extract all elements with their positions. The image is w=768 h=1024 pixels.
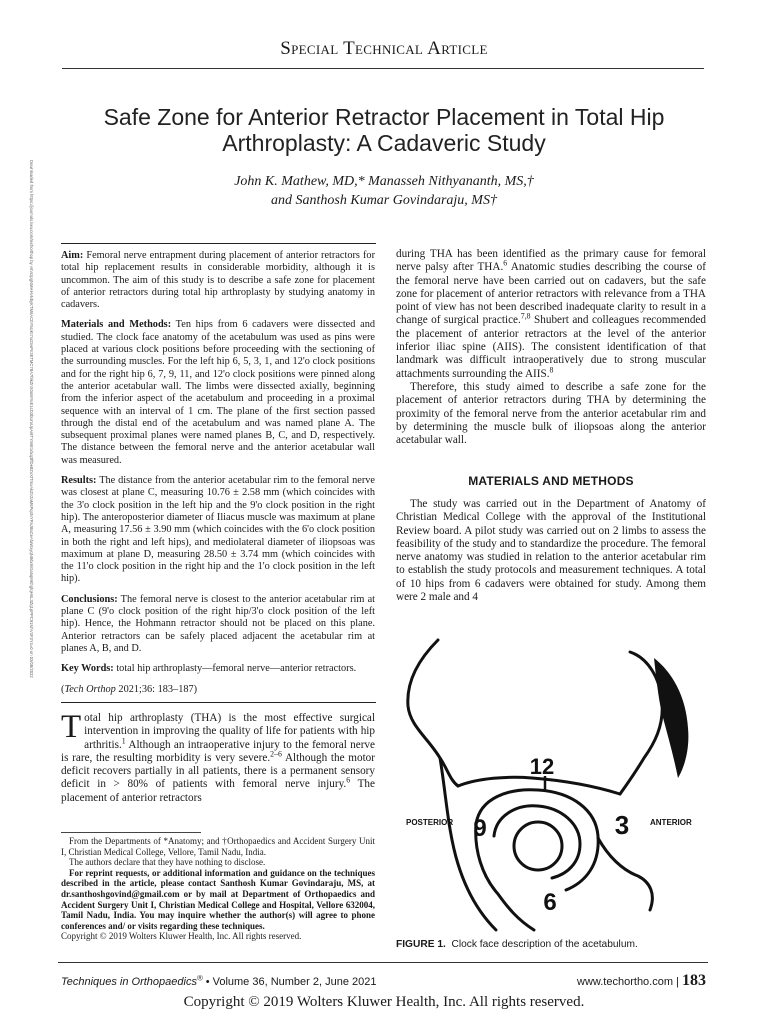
aim-text: Femoral nerve entrapment during placement of anterior retractors for total hip replacement results in considerable morbidity, although it is uncommon. The aim of this study is to describe a safe zone for placement of anterior retractors during total hip arthroplasty by studying anatomy in cadavers. — [61, 250, 375, 311]
ref-superscript: 6 — [503, 258, 508, 268]
footer-rule — [58, 962, 708, 963]
keywords-text: total hip arthroplasty—femoral nerve—anterior retractors. — [116, 663, 357, 675]
intro-text-c: Although the motor deficit recovers partially in all patients, there is a permanent sensory deficit in > 80% of patients with femoral nerve injury. — [61, 751, 375, 791]
page-footer-right — [0, 972, 706, 990]
results-label: Results: — [61, 475, 97, 487]
conclusions-text: The femoral nerve is closest to the anterior acetabular rim at plane C (9'o clock position of the right hip/3'o clock position of the left hip). Hence, the Hohmann retractor should not be placed on this plane. Anterior retractors can be safely placed adjacent the acetabular rim at planes A, B, and D. — [61, 593, 375, 654]
aim-label: Aim: — [61, 250, 84, 261]
footnote-reprint: For reprint requests, or additional information and guidance on the techniques described in the article, please contact Santhosh Kumar Govindaraju, MS, at dr.santhoshgovind@gmail.com or by mail at Department of Orthopaedics and Accident Surgery Unit I, Christian Medical College and Hospital, Vellore 632004, Tamil Nadu, India. You may inquire whether the author(s) will agree to phone conferences and/ or visits regarding these techniques. — [61, 867, 375, 931]
right-paragraph-2: Therefore, this study aimed to describe a safe zone for the placement of anterior retractors during THA by determining the proximity of the femoral nerve from the anterior acetabular rim and by determining the muscle bulk of iliopsoas along the anterior acetabular wall. — [396, 380, 706, 447]
header-rule — [62, 68, 704, 69]
bottom-copyright: Copyright © 2019 Wolters Kluwer Health, Inc. All rights reserved. — [183, 994, 585, 1010]
clock-label-6: 6 — [543, 889, 557, 916]
right-p1-text-a: during THA has been identified as the primary cause for femoral nerve palsy after THA. — [396, 248, 706, 274]
footnote-rule — [61, 832, 201, 833]
ref-superscript: 7,8 — [520, 311, 531, 321]
right-p1-text-b: Anatomic studies describing the course of the femoral nerve have been carried out on cadavers, but the safe zone for placement of anterior retractors with relevance from a THA point of view has not been described inadequate clarity to result in a change of surgical practice. — [396, 261, 706, 327]
journal-name: Techniques in Orthopaedics — [61, 976, 197, 988]
title-line-2: Arthroplasty: A Cadaveric Study — [222, 130, 546, 156]
intro-continued — [396, 248, 706, 447]
figure-1 — [398, 618, 706, 934]
methods-text: Ten hips from 6 cadavers were dissected and studied. The clock face anatomy of the acetabulum was used as pins were placed at various clock positions before proceeding with the sectioning of the surrounding muscles. For the left hip 6, 5, 3, 1, and 12'o clock positions and for the right hip 6, 7, 9, 11, and 12'o clock positions were pinned along the anterior acetabular wall. The limbs were dissected axially, beginning from the inferior aspect of the acetabulum and proceeding in a proximal sequence with an interval of 1 cm. The plane of the first section passed through the distal end of the acetabulum and was named plane A. The subsequent proximal planes were named planes B, C, and D, respectively. The distance between the femoral nerve and the anterior acetabular wall was measured. — [61, 319, 375, 466]
shaded-ilium-region — [654, 658, 688, 778]
lunate-surface — [494, 806, 580, 878]
footer-separator: | — [673, 976, 682, 988]
footnote-copyright: Copyright © 2019 Wolters Kluwer Health, Inc. All rights reserved. — [61, 931, 302, 942]
keywords-label: Key Words: — [61, 663, 114, 675]
citation-journal: Tech Orthop — [64, 683, 116, 695]
left-ilium-outline — [408, 640, 458, 786]
posterior-label: POSTERIOR — [406, 818, 454, 827]
materials-methods-text — [396, 498, 706, 604]
clock-label-3: 3 — [614, 810, 630, 840]
anterior-label: ANTERIOR — [650, 818, 692, 827]
acetabulum-clock-diagram — [398, 618, 706, 934]
right-paragraph-3: The study was carried out in the Department of Anatomy of Christian Medical College with the approval of the Institutional Review board. A pilot study was carried out on 2 limbs to assess the feasibility of the study and to standardize the procedure. The femoral nerve anatomy was studied in relation to the anterior acetabular rim to establish the study protocols and measurement techniques. A total of 10 hips from 6 cadavers were obtained for study. Among them were 2 male and 4 — [396, 498, 706, 604]
figure-caption-text: Clock face description of the acetabulum. — [451, 939, 638, 950]
ref-superscript: 2–6 — [270, 749, 282, 759]
page-number: 183 — [682, 972, 706, 989]
acetabular-fossa — [514, 822, 562, 870]
intro-text-d: The placement of anterior retractors — [61, 778, 375, 804]
materials-methods-heading: MATERIALS AND METHODS — [468, 474, 634, 488]
article-title — [60, 104, 708, 156]
figure-caption-label: FIGURE 1. — [396, 939, 446, 950]
authors-line-1: John K. Mathew, MD,* Manasseh Nithyananth, MS,† — [234, 174, 534, 189]
methods-label: Materials and Methods: — [61, 319, 172, 331]
abstract-top-rule — [61, 243, 376, 244]
clock-label-9: 9 — [473, 815, 487, 842]
title-line-1: Safe Zone for Anterior Retractor Placement in Total Hip — [103, 104, 665, 130]
download-notice-sidebar — [22, 160, 38, 860]
anterior-column-outline — [598, 838, 652, 910]
conclusions-label: Conclusions: — [61, 593, 118, 605]
abstract-methods — [61, 319, 375, 467]
abstract-citation: (Tech Orthop 2021;36: 183–187) — [61, 683, 198, 695]
ref-superscript: 8 — [549, 364, 554, 374]
abstract-aim — [61, 250, 375, 311]
drop-cap: T — [61, 709, 82, 745]
journal-website[interactable]: www.techortho.com — [577, 976, 674, 988]
registered-mark: ® — [196, 973, 203, 983]
intro-paragraph — [61, 709, 375, 805]
abstract-results — [61, 475, 375, 586]
right-paragraph-1 — [396, 248, 706, 381]
clock-label-12: 12 — [529, 754, 555, 779]
authors-line-2: and Santhosh Kumar Govindaraju, MS† — [271, 193, 497, 208]
ref-superscript: 1 — [121, 735, 126, 745]
footnotes — [61, 836, 375, 942]
figure-caption — [396, 939, 708, 950]
intro-text-b: Although an intraoperative injury to the femoral nerve is rare, the resulting morbidity is very severe. — [61, 738, 375, 764]
footnote-disclosure: The authors declare that they have nothing to disclose. — [69, 857, 266, 868]
abstract-keywords — [61, 663, 375, 675]
footnote-affiliation: From the Departments of *Anatomy; and †Orthopaedics and Accident Surgery Unit I, Christian Medical College, Vellore, Tamil Nadu, India. — [61, 836, 375, 857]
download-notice-text: Downloaded from https://journals.lww.com/techorthop by v6VcIpgNMHHvNbyKTM6AC0Y5ciKI7xcDwPn3ETMC78A7f9kZnX0oMYuE1cD3bUmUpAi9TYm8r1dxq3ffDe8ZuXtTmxAkZn2aM6Pq4NYPaJ8aCeAfaWxyqN8dx9/Ga5qMKhgfqH6L3Zq1pPPC91NhV4F3Y4=0 on 03/08/2022 — [29, 160, 34, 678]
abstract-conclusions — [61, 594, 375, 655]
intro-text-a: otal hip arthroplasty (THA) is the most effective surgical intervention in improving the quality of life for patients with hip arthritis. — [84, 712, 375, 751]
journal-issue: • Volume 36, Number 2, June 2021 — [202, 976, 377, 988]
citation-rest: 2021;36: 183–187) — [118, 683, 198, 695]
section-header: Special Technical Article — [280, 38, 488, 59]
abstract — [61, 250, 375, 704]
abstract-bottom-rule — [61, 702, 376, 703]
right-p1-text-c: Shubert and colleagues recommended the placement of anterior retractors at the level of the anterior inferior iliac spine (AIIS). The consistent identification of that landmark was difficult intraoperatively due to strong muscular attachments surrounding the AIIS. — [396, 314, 706, 380]
ref-superscript: 6 — [346, 775, 351, 785]
author-list — [60, 172, 708, 210]
results-text: The distance from the anterior acetabular rim to the femoral nerve was closest at plane C, measuring 10.76 ± 2.58 mm (which coincides with the 3'o clock position in the left hip and the 9'o clock position in the right hip). The anteroposterior diameter of Iliacus muscle was maximum at plane A, measuring 17.56 ± 3.90 mm (which coincides with the 6'o clock position in both the right and left hips), and mediolateral diameter of iliopsoas was maximum at plane D, measuring 28.50 ± 3.74 mm (which coincides with the 11'o clock position in the right hip and the 1'o clock position in the left hip). — [61, 475, 375, 585]
